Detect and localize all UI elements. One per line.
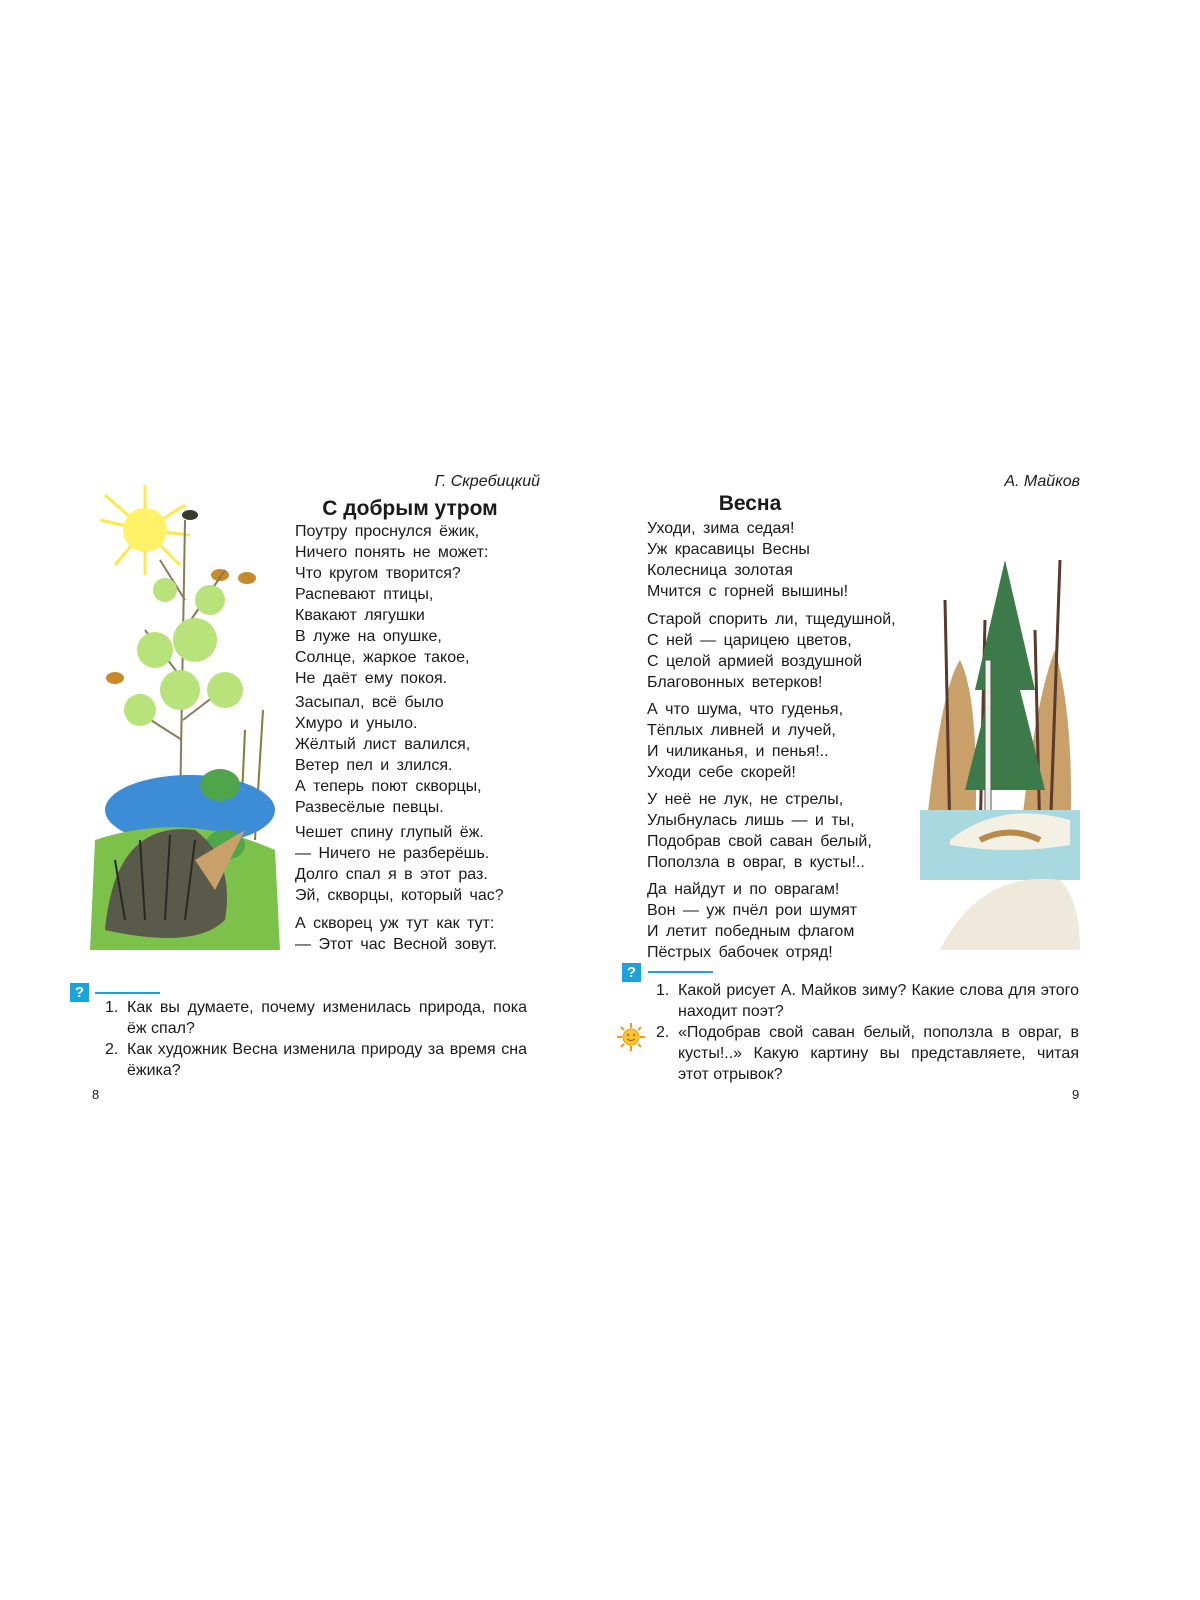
- question-number: 2.: [105, 1041, 119, 1058]
- poem-line: Улыбнулась лишь — и ты,: [647, 812, 855, 829]
- poem-line: Вон — уж пчёл рои шумят: [647, 902, 858, 919]
- poem-line: С целой армией воздушной: [647, 653, 863, 670]
- left-stanza-2: [295, 692, 482, 818]
- poem-line: Засыпал, всё было: [295, 694, 444, 711]
- poem-line: Колесница золотая: [647, 562, 793, 579]
- right-stanza-5: [647, 879, 857, 963]
- poem-line: Уж красавицы Весны: [647, 541, 810, 558]
- poem-line: Пёстрых бабочек отряд!: [647, 944, 833, 961]
- sun-drawing: [100, 485, 190, 575]
- questions-divider: [648, 971, 713, 973]
- poem-line: У неё не лук, не стрелы,: [647, 791, 844, 808]
- questions-divider: [95, 992, 160, 994]
- left-stanza-4: [295, 913, 497, 955]
- poem-line: Что кругом творится?: [295, 565, 461, 582]
- poem-line: — Этот час Весной зовут.: [295, 936, 497, 953]
- poem-line: Старой спорить ли, тщедушной,: [647, 611, 896, 628]
- page-number-right: 9: [1072, 1087, 1080, 1102]
- question-text: Как художник Весна изменила природу за время сна ёжика?: [127, 1041, 527, 1079]
- poem-line: Ветер пел и злился.: [295, 757, 453, 774]
- poem-line: Не даёт ему покоя.: [295, 670, 448, 687]
- question-item: [105, 997, 527, 1039]
- question-item: [656, 980, 1079, 1022]
- questions-icon: ?: [70, 983, 89, 1002]
- left-stanza-1: [295, 521, 488, 689]
- question-number: 1.: [105, 999, 119, 1016]
- poem-line: Уходи себе скорей!: [647, 764, 796, 781]
- left-stanza-3: [295, 822, 504, 906]
- question-text: «Подобрав свой саван белый, поползла в овраг, в кусты!..» Какую картину вы представляете, читая этот отрывок?: [678, 1024, 1079, 1083]
- poem-line: Квакают лягушки: [295, 607, 425, 624]
- questions-icon: ?: [622, 963, 641, 982]
- question-number: 2.: [656, 1024, 670, 1041]
- poem-line: Солнце, жаркое такое,: [295, 649, 470, 666]
- question-number: 1.: [656, 982, 670, 999]
- question-text: Какой рисует А. Майков зиму? Какие слова для этого находит поэт?: [678, 982, 1079, 1020]
- left-poem-title: С добрым утром: [322, 497, 498, 520]
- right-stanza-4: [647, 789, 872, 873]
- poem-line: Долго спал я в этот раз.: [295, 866, 488, 883]
- poem-line: Чешет спину глупый ёж.: [295, 824, 484, 841]
- right-poem-title: Весна: [718, 492, 782, 515]
- forest-illustration: [920, 540, 1080, 960]
- poem-line: В луже на опушке,: [295, 628, 442, 645]
- poem-line: Поутру проснулся ёжик,: [295, 523, 480, 540]
- right-stanza-1: [647, 518, 848, 602]
- page-number-left: 8: [92, 1087, 100, 1102]
- poem-line: А что шума, что гуденья,: [647, 701, 844, 718]
- left-author: Г. Скребицкий: [434, 473, 540, 490]
- left-questions: [105, 997, 527, 1081]
- poem-line: Развесёлые певцы.: [295, 799, 444, 816]
- poem-line: Уходи, зима седая!: [647, 520, 795, 537]
- poem-line: Хмуро и уныло.: [295, 715, 418, 732]
- poem-line: Благовонных ветерков!: [647, 674, 823, 691]
- poem-line: И чиликанья, и пенья!..: [647, 743, 829, 760]
- poem-line: Жёлтый лист валился,: [295, 736, 471, 753]
- poem-line: Тёплых ливней и лучей,: [647, 722, 836, 739]
- question-item: [656, 1022, 1079, 1085]
- poem-line: И летит победным флагом: [647, 923, 855, 940]
- poem-line: Распевают птицы,: [295, 586, 434, 603]
- poem-line: А теперь поют скворцы,: [295, 778, 482, 795]
- poem-line: С ней — царицею цветов,: [647, 632, 852, 649]
- poem-line: Ничего понять не может:: [295, 544, 489, 561]
- poem-line: Мчится с горней вышины!: [647, 583, 849, 600]
- right-stanza-3: [647, 699, 843, 783]
- poem-line: Эй, скворцы, который час?: [295, 887, 504, 904]
- hedgehog-illustration: [85, 480, 285, 970]
- sun-icon: [616, 1022, 646, 1052]
- right-stanza-2: [647, 609, 896, 693]
- question-item: [105, 1039, 527, 1081]
- right-questions: [656, 980, 1079, 1085]
- poem-line: Да найдут и по оврагам!: [647, 881, 840, 898]
- poem-line: А скворец уж тут как тут:: [295, 915, 495, 932]
- right-author: А. Майков: [1004, 473, 1080, 490]
- poem-line: — Ничего не разберёшь.: [295, 845, 490, 862]
- question-text: Как вы думаете, почему изменилась природа, пока ёж спал?: [127, 999, 527, 1037]
- poem-line: Подобрав свой саван белый,: [647, 833, 872, 850]
- poem-line: Поползла в овраг, в кусты!..: [647, 854, 865, 871]
